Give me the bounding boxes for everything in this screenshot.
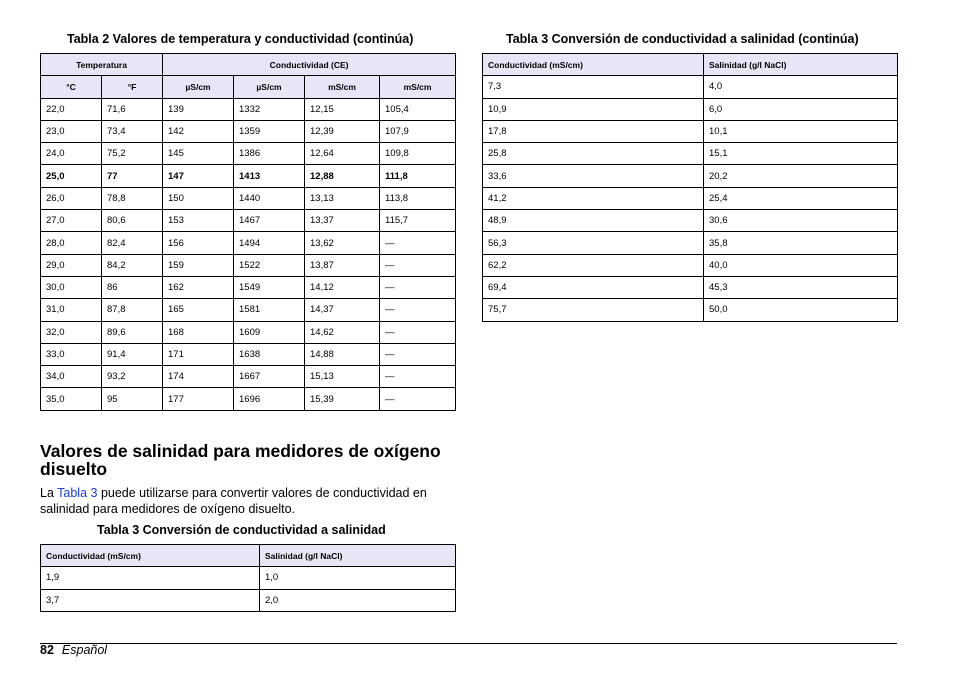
section-paragraph: [40, 486, 460, 517]
table-cell: 86: [102, 276, 163, 298]
table-cell: —: [380, 388, 456, 410]
table-cell: 12,64: [305, 143, 380, 165]
column-header: Salinidad (g/l NaCl): [260, 545, 456, 567]
table-cell: 1386: [234, 143, 305, 165]
table-cell: 113,8: [380, 187, 456, 209]
header-temperature: Temperatura: [41, 54, 163, 76]
table-cell: 111,8: [380, 165, 456, 187]
table-row: [483, 276, 898, 298]
table-row: [483, 232, 898, 254]
table-cell: 156: [163, 232, 234, 254]
column-header: µS/cm: [234, 76, 305, 98]
table-cell: 22,0: [41, 98, 102, 120]
table-cell: 87,8: [102, 299, 163, 321]
column-header: Conductividad (mS/cm): [41, 545, 260, 567]
table-cell: 23,0: [41, 120, 102, 142]
table-cell: 28,0: [41, 232, 102, 254]
footer-rule: [40, 643, 897, 644]
table-cell: 29,0: [41, 254, 102, 276]
table-cell: 62,2: [483, 254, 704, 276]
table-cell: 109,8: [380, 143, 456, 165]
column-header: mS/cm: [380, 76, 456, 98]
table-cell: 75,2: [102, 143, 163, 165]
table-cell: 2,0: [260, 589, 456, 611]
table-cell: 69,4: [483, 276, 704, 298]
temperature-conductivity-table: [40, 53, 456, 411]
table-cell: 1,0: [260, 567, 456, 589]
table-cell: 1696: [234, 388, 305, 410]
table-cell: 45,3: [704, 276, 898, 298]
table-row: [483, 187, 898, 209]
column-header: µS/cm: [163, 76, 234, 98]
table-cell: 25,8: [483, 143, 704, 165]
table-cell: 147: [163, 165, 234, 187]
table-cell: 78,8: [102, 187, 163, 209]
table-cell: —: [380, 254, 456, 276]
table-cell: 1494: [234, 232, 305, 254]
table-cell: 1440: [234, 187, 305, 209]
table-row: [41, 210, 456, 232]
table-cell: 1667: [234, 366, 305, 388]
header-conductivity: Conductividad (CE): [163, 54, 456, 76]
table-row: [483, 120, 898, 142]
table-cell: —: [380, 321, 456, 343]
table-cell: 17,8: [483, 120, 704, 142]
table-cell: 1581: [234, 299, 305, 321]
table-row: [41, 589, 456, 611]
table-cell: 3,7: [41, 589, 260, 611]
table-cell: 1467: [234, 210, 305, 232]
table-cell: 40,0: [704, 254, 898, 276]
column-header: Conductividad (mS/cm): [483, 54, 704, 76]
table-cell: 91,4: [102, 343, 163, 365]
table-cell: 30,0: [41, 276, 102, 298]
table-cell: 12,39: [305, 120, 380, 142]
table-cell: 10,1: [704, 120, 898, 142]
table-cell: 32,0: [41, 321, 102, 343]
table-cell: 1,9: [41, 567, 260, 589]
table-cell: 89,6: [102, 321, 163, 343]
table-cell: 33,0: [41, 343, 102, 365]
table-cell: —: [380, 343, 456, 365]
table-cell: 1332: [234, 98, 305, 120]
table-cell: 24,0: [41, 143, 102, 165]
column-header: mS/cm: [305, 76, 380, 98]
table-cell: 77: [102, 165, 163, 187]
conductivity-salinity-table: [40, 544, 456, 612]
column-header: °F: [102, 76, 163, 98]
table-cell: 177: [163, 388, 234, 410]
table-cell: 30,6: [704, 210, 898, 232]
table-cell: 174: [163, 366, 234, 388]
table-row: [41, 388, 456, 410]
table-row: [41, 143, 456, 165]
table-cell: 26,0: [41, 187, 102, 209]
table-cell: 153: [163, 210, 234, 232]
table-cell: 139: [163, 98, 234, 120]
table-row: [483, 98, 898, 120]
table-cell: 80,6: [102, 210, 163, 232]
table-row: [41, 321, 456, 343]
table-cell: 15,39: [305, 388, 380, 410]
table-row: [483, 76, 898, 98]
table-row: [41, 165, 456, 187]
table-cell: 15,1: [704, 143, 898, 165]
table-row: [41, 187, 456, 209]
table-cell: —: [380, 299, 456, 321]
table-cell: 12,15: [305, 98, 380, 120]
table-row: [41, 343, 456, 365]
table-row: [41, 366, 456, 388]
table-row: [41, 120, 456, 142]
table-cell: 93,2: [102, 366, 163, 388]
table-cell: 168: [163, 321, 234, 343]
table-cell: 1638: [234, 343, 305, 365]
table-cell: 1609: [234, 321, 305, 343]
table-row: [483, 210, 898, 232]
table-cell: 1413: [234, 165, 305, 187]
table3b-caption: Tabla 3 Conversión de conductividad a salinidad (continúa): [506, 32, 859, 46]
table-cell: 84,2: [102, 254, 163, 276]
table-cell: 4,0: [704, 76, 898, 98]
table-row: [41, 232, 456, 254]
table-cell: 33,6: [483, 165, 704, 187]
table-cell: 145: [163, 143, 234, 165]
table-cell: 48,9: [483, 210, 704, 232]
table-row: [483, 254, 898, 276]
table-cell: 7,3: [483, 76, 704, 98]
table-cell: 27,0: [41, 210, 102, 232]
table-cell: 1359: [234, 120, 305, 142]
table-cell: 25,4: [704, 187, 898, 209]
table-row: [41, 299, 456, 321]
table-cell: 73,4: [102, 120, 163, 142]
table-cell: 10,9: [483, 98, 704, 120]
table-row: [483, 299, 898, 321]
conductivity-salinity-table-continued: [482, 53, 898, 322]
table-cell: 41,2: [483, 187, 704, 209]
table-cell: 31,0: [41, 299, 102, 321]
table-cell: 13,37: [305, 210, 380, 232]
page-footer: [40, 643, 107, 657]
paragraph-text-after: puede utilizarse para convertir valores de conductividad en salinidad para medidores de oxígeno disuelto.: [40, 486, 427, 516]
table-cell: 14,62: [305, 321, 380, 343]
table3a-caption: Tabla 3 Conversión de conductividad a salinidad: [97, 523, 386, 537]
table-cell: —: [380, 366, 456, 388]
table-cell: 82,4: [102, 232, 163, 254]
table-cell: 115,7: [380, 210, 456, 232]
paragraph-text-before: La: [40, 486, 58, 500]
table-cell: 15,13: [305, 366, 380, 388]
table-cell: 20,2: [704, 165, 898, 187]
table-cell: 1549: [234, 276, 305, 298]
table-cell: 105,4: [380, 98, 456, 120]
section-heading: Valores de salinidad para medidores de oxígeno disuelto: [40, 441, 441, 479]
footer-language: Español: [61, 643, 108, 657]
table-row: [483, 143, 898, 165]
column-header: Salinidad (g/l NaCl): [704, 54, 898, 76]
table-row: [483, 165, 898, 187]
table-cell: 56,3: [483, 232, 704, 254]
table-cell: —: [380, 232, 456, 254]
table-cell: 171: [163, 343, 234, 365]
table-cell: 159: [163, 254, 234, 276]
table-cell: 75,7: [483, 299, 704, 321]
page-number: 82: [40, 643, 54, 657]
table-row: [41, 567, 456, 589]
table-cell: 13,62: [305, 232, 380, 254]
table-cell: 14,12: [305, 276, 380, 298]
table2-caption: Tabla 2 Valores de temperatura y conductividad (continúa): [67, 32, 414, 46]
table-cell: 165: [163, 299, 234, 321]
table-cell: 14,88: [305, 343, 380, 365]
table-cell: 13,13: [305, 187, 380, 209]
table-cell: 150: [163, 187, 234, 209]
table-row: [41, 276, 456, 298]
table-cell: 1522: [234, 254, 305, 276]
tabla3-link[interactable]: Tabla 3: [57, 486, 98, 500]
table-cell: 14,37: [305, 299, 380, 321]
table-row: [41, 254, 456, 276]
table-cell: 35,0: [41, 388, 102, 410]
table-cell: 142: [163, 120, 234, 142]
table-cell: 162: [163, 276, 234, 298]
table-cell: —: [380, 276, 456, 298]
table-cell: 107,9: [380, 120, 456, 142]
table-cell: 6,0: [704, 98, 898, 120]
table-cell: 35,8: [704, 232, 898, 254]
table-cell: 71,6: [102, 98, 163, 120]
table-cell: 13,87: [305, 254, 380, 276]
table-cell: 25,0: [41, 165, 102, 187]
table-cell: 34,0: [41, 366, 102, 388]
column-header: °C: [41, 76, 102, 98]
table-row: [41, 98, 456, 120]
table-cell: 50,0: [704, 299, 898, 321]
table-cell: 95: [102, 388, 163, 410]
table-cell: 12,88: [305, 165, 380, 187]
